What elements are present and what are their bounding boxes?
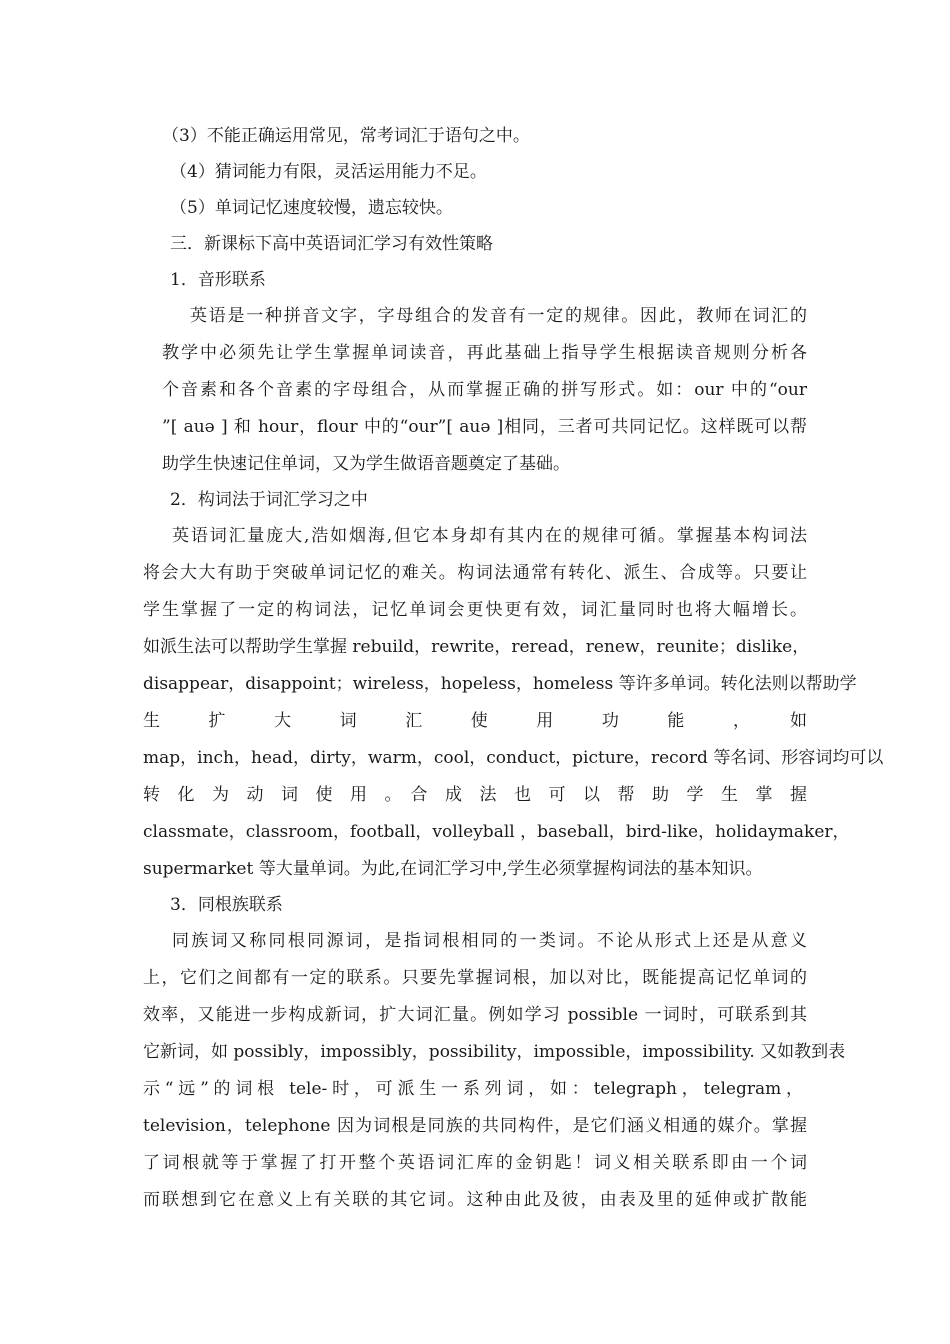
paragraph-line: 上，它们之间都有一定的联系。只要先掌握词根，加以对比，既能提高记忆单词的 [143, 968, 807, 988]
subheading-2: 2．构词法于词汇学习之中 [170, 490, 368, 510]
paragraph-line: 教学中必须先让学生掌握单词读音，再此基础上指导学生根据读音规则分析各 [162, 343, 807, 363]
paragraph-line: classmate，classroom，football，volleyball ，baseball，bird-like，holidaymaker， [143, 822, 850, 842]
paragraph-line: 将会大大有助于突破单词记忆的难关。构词法通常有转化、派生、合成等。只要让 [143, 563, 807, 583]
paragraph-line: map，inch，head，dirty，warm，cool，conduct，picture，record 等名词、形容词均可以 [143, 748, 884, 768]
paragraph-line: 同族词又称同根同源词，是指词根相同的一类词。不论从形式上还是从意义 [172, 931, 807, 951]
paragraph-line: 转 化 为 动 词 使 用 。 合 成 法 也 可 以 帮 助 学 生 掌 握 [143, 785, 807, 805]
paragraph-line: 英语词汇量庞大,浩如烟海,但它本身却有其内在的规律可循。掌握基本构词法 [172, 526, 807, 546]
list-item-3: （3）不能正确运用常见，常考词汇于语句之中。 [162, 126, 530, 146]
subheading-3: 3．同根族联系 [170, 895, 283, 915]
list-item-5: （5）单词记忆速度较慢，遗忘较快。 [170, 198, 453, 218]
paragraph-line: 如派生法可以帮助学生掌握 rebuild，rewrite，reread，renew，reunite；dislike， [143, 637, 810, 657]
paragraph-line: television，telephone 因为词根是同族的共同构件，是它们涵义相通的媒介。掌握 [143, 1116, 807, 1136]
paragraph-line: 它新词，如 possibly，impossibly，possibility，impossible，impossibility. 又如教到表 [143, 1042, 846, 1062]
list-item-4: （4）猜词能力有限，灵活运用能力不足。 [170, 162, 487, 182]
paragraph-line: 示“远”的词根 tele-时，可派生一系列词，如：telegraph，telegram， [143, 1079, 803, 1099]
section-heading-3: 三．新课标下高中英语词汇学习有效性策略 [170, 234, 493, 254]
paragraph-line: supermarket 等大量单词。为此,在词汇学习中,学生必须掌握构词法的基本知识。 [143, 859, 763, 879]
paragraph-line: ”[ auə ] 和 hour，flour 中的“our”[ auə ]相同，三者可共同记忆。这样既可以帮 [162, 417, 807, 437]
paragraph-line: 助学生快速记住单词，又为学生做语音题奠定了基础。 [162, 454, 570, 474]
paragraph-line: disappear，disappoint；wireless，hopeless，homeless 等许多单词。转化法则以帮助学 [143, 674, 857, 694]
paragraph-line: 而联想到它在意义上有关联的其它词。这种由此及彼，由表及里的延伸或扩散能 [143, 1190, 807, 1210]
paragraph-line: 效率，又能进一步构成新词，扩大词汇量。例如学习 possible 一词时，可联系到其 [143, 1005, 807, 1025]
subheading-1: 1．音形联系 [170, 270, 266, 290]
paragraph-line: 生 扩 大 词 汇 使 用 功 能 ， 如 [143, 711, 807, 731]
paragraph-line: 了词根就等于掌握了打开整个英语词汇库的金钥匙！词义相关联系即由一个词 [143, 1153, 807, 1173]
paragraph-line: 个音素和各个音素的字母组合，从而掌握正确的拼写形式。如：our 中的“our [162, 380, 807, 400]
paragraph-line: 学生掌握了一定的构词法，记忆单词会更快更有效，词汇量同时也将大幅增长。 [143, 600, 807, 620]
paragraph-line: 英语是一种拼音文字，字母组合的发音有一定的规律。因此，教师在词汇的 [190, 306, 807, 326]
